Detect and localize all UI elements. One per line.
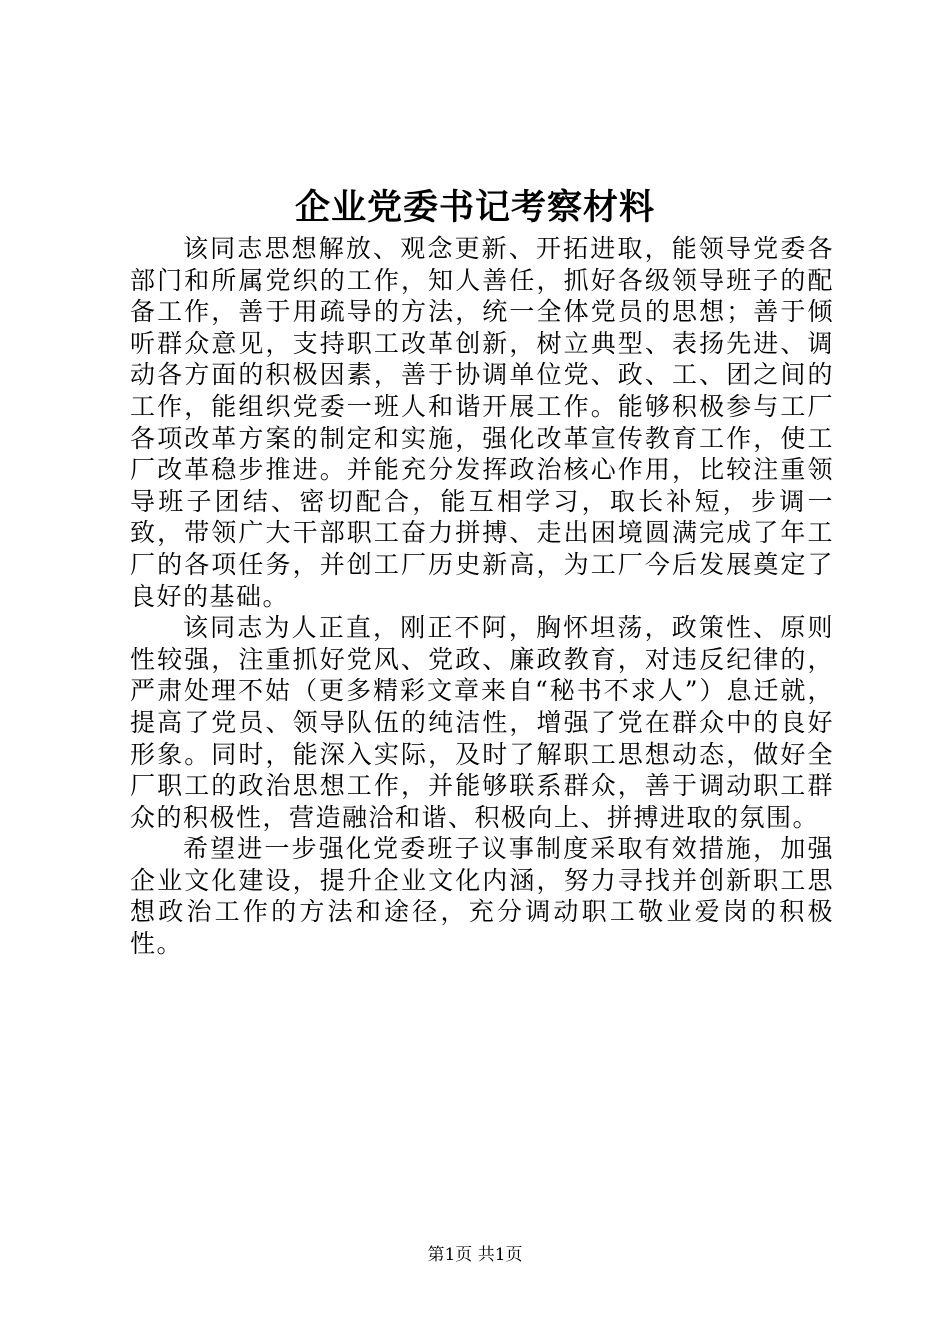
document-body [130,233,834,960]
paragraph-1: 该同志思想解放、观念更新、开拓进取，能领导党委各部门和所属党织的工作，知人善任，抓好各级领导班子的配备工作，善于用疏导的方法，统一全体党员的思想；善于倾听群众意见，支持职工改革创新，树立典型、表扬先进、调动各方面的积极因素，善于协调单位党、政、工、团之间的工作，能组织党委一班人和谐开展工作。能够积极参与工厂各项改革方案的制定和实施，强化改革宣传教育工作，使工厂改革稳步推进。并能充分发挥政治核心作用，比较注重领导班子团结、密切配合，能互相学习，取长补短，步调一致，带领广大干部职工奋力拼搏、走出困境圆满完成了年工厂的各项任务，并创工厂历史新高，为工厂今后发展奠定了良好的基础。 [130,234,834,611]
paragraph-3: 希望进一步强化党委班子议事制度采取有效措施，加强企业文化建设，提升企业文化内涵，努力寻找并创新职工思想政治工作的方法和途径，充分调动职工敬业爱岗的积极性。 [130,834,834,959]
page-title: 企业党委书记考察材料 [294,187,655,228]
page-footer: 第1页 共1页 [427,1245,523,1265]
paragraph-2: 该同志为人正直，刚正不阿，胸怀坦荡，政策性、原则性较强，注重抓好党风、党政、廉政教育，对违反纪律的，严肃处理不姑（更多精彩文章来自“秘书不求人”）息迁就，提高了党员、领导队伍的纯洁性，增强了党在群众中的良好形象。同时，能深入实际，及时了解职工思想动态，做好全厂职工的政治思想工作，并能够联系群众，善于调动职工群众的积极性，营造融洽和谐、积极向上、拼搏进取的氛围。 [130,613,834,832]
